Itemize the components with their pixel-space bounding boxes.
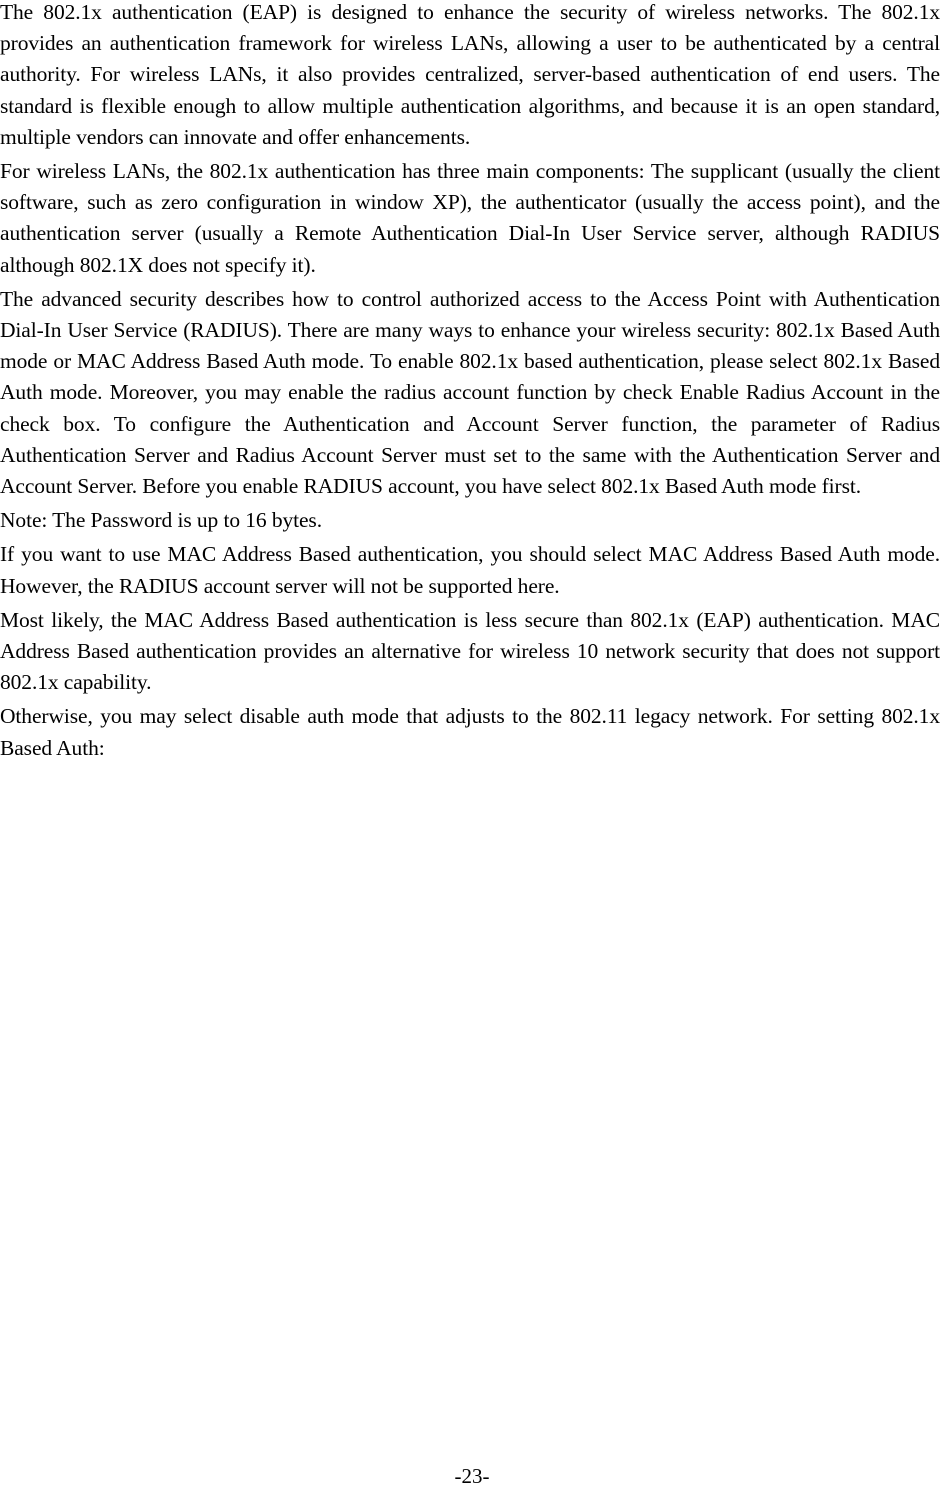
paragraph-password-note: Note: The Password is up to 16 bytes.	[0, 508, 322, 533]
paragraph-advanced-security: The advanced security describes how to control authorized access to the Access Point with Authentication Dial-In User Service (RADIUS). There are many ways to enhance your wireless security: 802.1x Based Auth mode or MAC Address Based Auth mode. To enable 802.1x based authentication, please select 802.1x Based Auth mode. Moreover, you may enable the radius account function by check Enable Radius Account in the check box. To configure the Authentication and Account Server function, the parameter of Radius Authentication Server and Radius Account Server must set to the same with the Authentication Server and Account Server. Before you enable RADIUS account, you have select 802.1x Based Auth mode first.	[0, 286, 940, 499]
paragraph-mac-security: Most likely, the MAC Address Based authentication is less secure than 802.1x (EAP) authentication. MAC Address Based authentication provides an alternative for wireless 10 network security that does not support 802.1x capability.	[0, 607, 940, 695]
paragraph-components: For wireless LANs, the 802.1x authentication has three main components: The supplicant (usually the client software, such as zero configuration in window XP), the authenticator (usually the access point), and the authentication server (usually a Remote Authentication Dial-In User Service server, although RADIUS although 802.1X does not specify it).	[0, 159, 940, 277]
page-number: -23-	[454, 1464, 490, 1488]
paragraph-eap-intro: The 802.1x authentication (EAP) is designed to enhance the security of wireless networks. The 802.1x provides an authentication framework for wireless LANs, allowing a user to be authenticated by a central authority. For wireless LANs, it also provides centralized, server-based authentication of end users. The standard is flexible enough to allow multiple authentication algorithms, and because it is an open standard, multiple vendors can innovate and offer enhancements.	[0, 0, 940, 149]
paragraph-mac-address-auth: If you want to use MAC Address Based authentication, you should select MAC Address Based Auth mode. However, the RADIUS account server will not be supported here.	[0, 542, 940, 598]
paragraph-disable-auth: Otherwise, you may select disable auth mode that adjusts to the 802.11 legacy network. For setting 802.1x Based Auth:	[0, 704, 940, 760]
